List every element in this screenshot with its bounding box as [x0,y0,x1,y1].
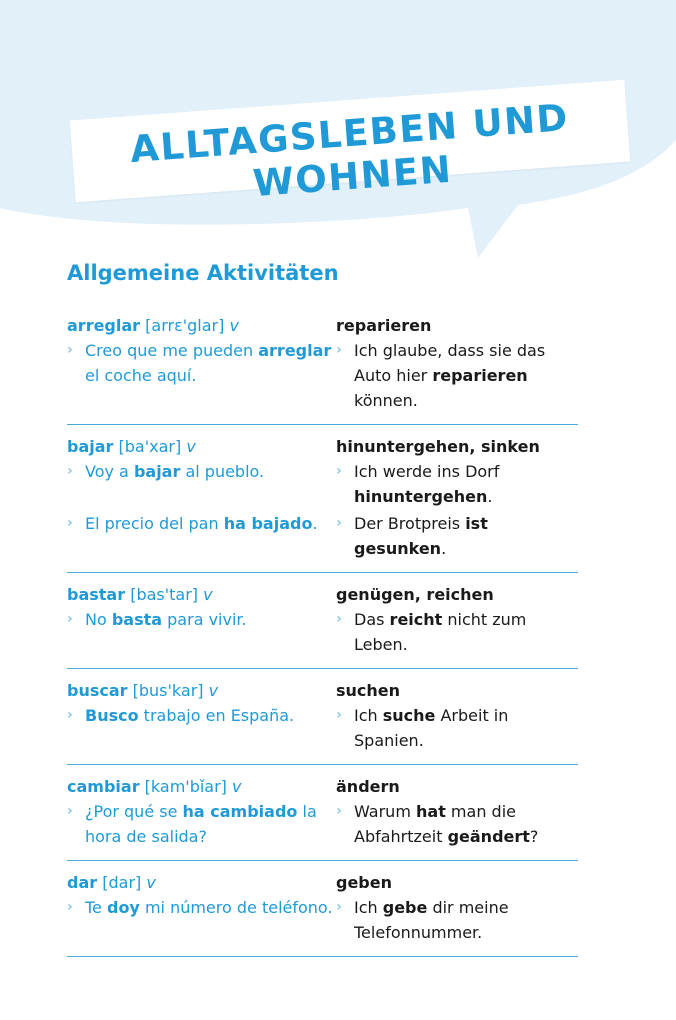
pronunciation: [ba'xar] [118,437,182,456]
vocabulary-list [67,309,578,957]
part-of-speech: v [186,437,196,456]
headword [67,678,336,703]
headword [67,582,336,607]
vocab-entry [67,765,578,861]
bullet-icon: › [67,803,73,819]
text-segment: nicht zum Leben. [354,610,527,654]
example-es-cell [67,607,336,657]
example-es-cell [67,895,336,945]
text-segment: Voy a [85,462,134,481]
headword [67,774,336,799]
bullet-icon: › [67,463,73,479]
text-segment: el coche aquí. [85,366,197,385]
keyword: bajar [133,462,181,481]
part-of-speech: v [229,316,239,335]
vocab-entry [67,425,578,573]
text-segment: la hora de salida? [85,802,317,846]
text-segment: mi número de teléfono. [139,898,333,917]
keyword: Busco [85,706,139,725]
bullet-icon: › [67,611,73,627]
text-segment: . [487,487,493,506]
bullet-icon: › [336,611,342,627]
pronunciation: [dar] [102,873,142,892]
example-de [336,703,578,753]
keyword: doy [106,898,140,917]
text-segment: El precio del pan [85,514,224,533]
text-segment: ? [529,827,539,846]
vocab-entry [67,669,578,765]
part-of-speech: v [146,873,156,892]
bullet-icon: › [336,342,342,358]
text-segment: al pueblo. [180,462,265,481]
example-es [67,703,336,728]
pronunciation: [kam'bǐar] [144,777,227,796]
example-de-cell [336,509,578,561]
keyword: hat [416,802,446,821]
example-es-cell [67,509,336,561]
part-of-speech: v [232,777,242,796]
vocab-entry [67,309,578,425]
example-row [67,607,578,657]
example-de [336,799,578,849]
keyword: ha bajado [223,514,313,533]
text-segment: Creo que me pueden [85,341,259,360]
lemma: bajar [67,437,114,456]
lemma: cambiar [67,777,140,796]
entry-head [67,678,578,703]
translation: hinuntergehen, sinken [336,437,540,456]
example-es [67,338,336,388]
text-segment: Ich [354,898,383,917]
bullet-icon: › [336,803,342,819]
example-es-cell [67,338,336,413]
bullet-icon: › [336,707,342,723]
keyword: hinuntergehen [354,487,488,506]
example-de [336,895,578,945]
example-de [336,338,578,413]
lemma: bastar [67,585,126,604]
pronunciation: [bas'tar] [130,585,199,604]
headword [67,313,336,338]
example-de [336,511,578,561]
text-segment: . [441,539,447,558]
keyword: arreglar [258,341,332,360]
example-es-cell [67,459,336,509]
text-segment: Das [354,610,390,629]
translation: suchen [336,681,401,700]
example-es-cell [67,799,336,849]
headword [67,870,336,895]
page-title: ALLTAGSLEBEN UND WOHNEN [128,95,571,206]
text-segment: Warum [354,802,416,821]
bullet-icon: › [336,463,342,479]
part-of-speech: v [208,681,219,700]
bullet-icon: › [336,899,342,915]
keyword: reicht [389,610,443,629]
entry-head [67,434,578,459]
keyword: suche [382,706,436,725]
text-segment: Ich werde ins Dorf [354,462,500,481]
lemma: buscar [67,681,128,700]
example-es-cell [67,703,336,753]
example-de [336,607,578,657]
keyword: ist gesunken [354,514,488,558]
section-title: Allgemeine Aktivitäten [67,261,339,285]
example-row [67,799,578,849]
example-de-cell [336,703,578,753]
keyword: gebe [382,898,428,917]
bullet-icon: › [67,707,73,723]
headword [67,434,336,459]
entry-head [67,313,578,338]
translation: genügen, reichen [336,585,494,604]
example-es [67,607,336,632]
entry-head [67,774,578,799]
text-segment: man die Abfahrtzeit [354,802,516,846]
text-segment: dir meine Telefonnummer. [354,898,509,942]
text-segment: para vivir. [162,610,247,629]
translation: geben [336,873,392,892]
text-segment: trabajo en España. [138,706,295,725]
example-row [67,703,578,753]
example-de-cell [336,895,578,945]
example-es [67,895,336,920]
bullet-icon: › [67,899,73,915]
example-row [67,338,578,413]
example-de-cell [336,607,578,657]
example-es [67,511,336,536]
example-row [67,459,578,509]
text-segment: Der Brotpreis [354,514,466,533]
bullet-icon: › [336,515,342,531]
keyword: reparieren [432,366,528,385]
part-of-speech: v [203,585,213,604]
text-segment: können. [354,391,418,410]
entry-head [67,582,578,607]
example-row [67,509,578,561]
text-segment: Te [85,898,107,917]
translation: reparieren [336,316,432,335]
text-segment: Ich [354,706,383,725]
example-row [67,895,578,945]
bullet-icon: › [67,342,73,358]
example-de-cell [336,338,578,413]
pronunciation: [arrɛ'glar] [145,316,225,335]
entry-head [67,870,578,895]
translation: ändern [336,777,400,796]
example-de-cell [336,799,578,849]
text-segment: . [312,514,318,533]
text-segment: No [85,610,112,629]
bullet-icon: › [67,515,73,531]
text-segment: ¿Por qué se [85,802,183,821]
keyword: basta [111,610,163,629]
lemma: arreglar [67,316,141,335]
lemma: dar [67,873,98,892]
keyword: geändert [447,827,530,846]
example-de [336,459,578,509]
text-segment: Ich glaube, dass sie das Auto hier [354,341,546,385]
keyword: ha cambiado [182,802,298,821]
text-segment: Arbeit in Spanien. [354,706,509,750]
example-de-cell [336,459,578,509]
example-es [67,459,336,484]
pronunciation: [bus'kar] [132,681,204,700]
vocab-entry [67,573,578,669]
example-es [67,799,336,849]
vocab-entry [67,861,578,957]
